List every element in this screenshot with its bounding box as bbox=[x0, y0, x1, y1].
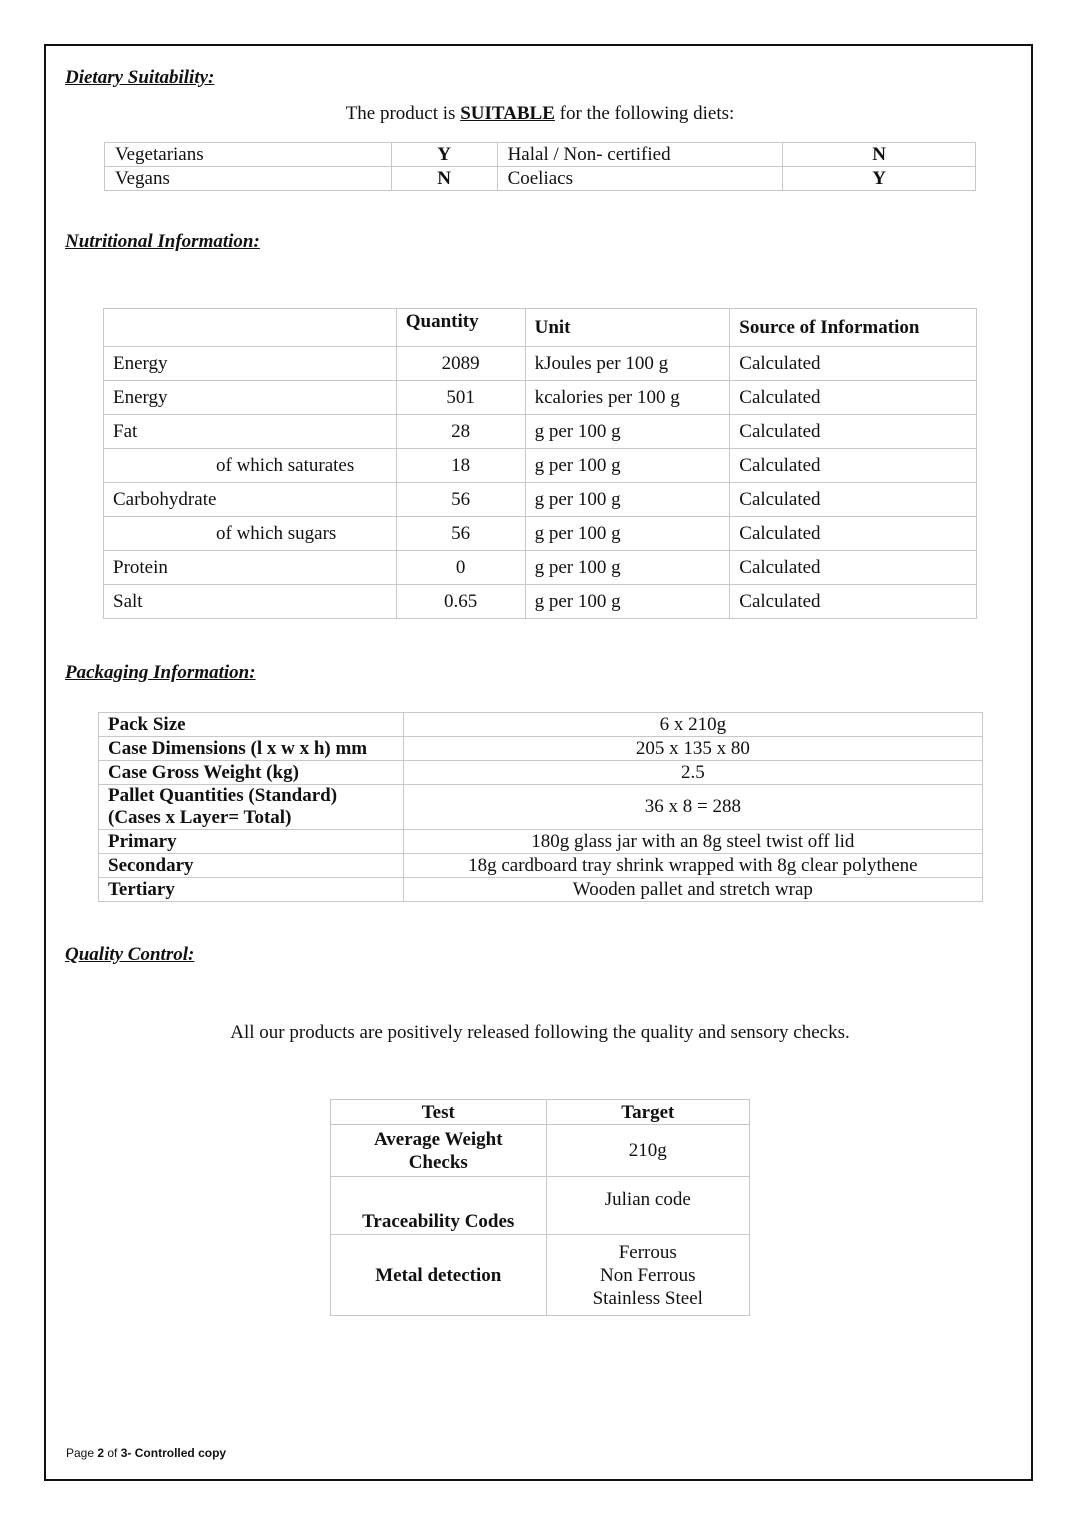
header-quantity: Quantity bbox=[396, 309, 525, 347]
header-target: Target bbox=[546, 1100, 749, 1125]
header-unit: Unit bbox=[525, 309, 730, 347]
table-row bbox=[331, 1177, 750, 1235]
nutrient-source: Calculated bbox=[730, 415, 977, 449]
table-row bbox=[99, 878, 983, 902]
nutrient-qty: 28 bbox=[396, 415, 525, 449]
nutrient-qty: 56 bbox=[396, 517, 525, 551]
nutrient-name: Energy bbox=[104, 347, 397, 381]
test-target: Julian code bbox=[546, 1177, 749, 1235]
table-row bbox=[99, 737, 983, 761]
nutrient-name: Protein bbox=[104, 551, 397, 585]
nutrient-qty: 2089 bbox=[396, 347, 525, 381]
packaging-value: Wooden pallet and stretch wrap bbox=[403, 878, 982, 902]
diet-label: Coeliacs bbox=[497, 167, 783, 191]
dietary-table bbox=[104, 142, 976, 191]
nutrient-unit: g per 100 g bbox=[525, 449, 730, 483]
header-source: Source of Information bbox=[730, 309, 977, 347]
packaging-label: Primary bbox=[99, 830, 404, 854]
table-row bbox=[331, 1125, 750, 1177]
packaging-value: 18g cardboard tray shrink wrapped with 8g clear polythene bbox=[403, 854, 982, 878]
quality-heading: Quality Control: bbox=[65, 944, 195, 965]
nutrient-name: of which saturates bbox=[104, 449, 397, 483]
packaging-value: 180g glass jar with an 8g steel twist off lid bbox=[403, 830, 982, 854]
diet-label: Vegetarians bbox=[105, 143, 392, 167]
packaging-label: Pack Size bbox=[99, 713, 404, 737]
dietary-heading: Dietary Suitability: bbox=[65, 67, 215, 88]
nutrient-unit: g per 100 g bbox=[525, 415, 730, 449]
diet-value: Y bbox=[783, 167, 976, 191]
packaging-table bbox=[98, 712, 983, 902]
suitable-word: SUITABLE bbox=[460, 103, 555, 124]
packaging-value: 205 x 135 x 80 bbox=[403, 737, 982, 761]
nutrient-qty: 0 bbox=[396, 551, 525, 585]
table-row bbox=[105, 167, 976, 191]
nutrient-unit: g per 100 g bbox=[525, 483, 730, 517]
table-row bbox=[104, 483, 977, 517]
table-row bbox=[99, 854, 983, 878]
nutrient-unit: kcalories per 100 g bbox=[525, 381, 730, 415]
packaging-value: 2.5 bbox=[403, 761, 982, 785]
test-target: 210g bbox=[546, 1125, 749, 1177]
dietary-intro: The product is SUITABLE for the following diets: bbox=[345, 103, 735, 124]
table-row bbox=[104, 585, 977, 619]
table-row bbox=[331, 1235, 750, 1316]
nutrient-unit: g per 100 g bbox=[525, 585, 730, 619]
packaging-value: 6 x 210g bbox=[403, 713, 982, 737]
nutrient-name: of which sugars bbox=[104, 517, 397, 551]
nutrient-source: Calculated bbox=[730, 449, 977, 483]
nutrition-table bbox=[103, 308, 977, 619]
nutrient-qty: 56 bbox=[396, 483, 525, 517]
table-header-row bbox=[104, 309, 977, 347]
nutrient-name: Carbohydrate bbox=[104, 483, 397, 517]
nutrient-unit: g per 100 g bbox=[525, 517, 730, 551]
table-row bbox=[104, 381, 977, 415]
packaging-label: Case Gross Weight (kg) bbox=[99, 761, 404, 785]
test-target: Ferrous Non Ferrous Stainless Steel bbox=[546, 1235, 749, 1316]
table-row bbox=[99, 713, 983, 737]
nutrient-unit: kJoules per 100 g bbox=[525, 347, 730, 381]
nutrient-source: Calculated bbox=[730, 381, 977, 415]
diet-value: Y bbox=[391, 143, 497, 167]
nutrient-name: Salt bbox=[104, 585, 397, 619]
quality-intro: All our products are positively released following the quality and sensory checks. bbox=[230, 1022, 850, 1043]
nutrient-source: Calculated bbox=[730, 585, 977, 619]
test-name: Metal detection bbox=[331, 1235, 547, 1316]
nutrient-name: Fat bbox=[104, 415, 397, 449]
table-row bbox=[99, 785, 983, 830]
packaging-heading: Packaging Information: bbox=[65, 662, 256, 683]
nutrition-heading: Nutritional Information: bbox=[65, 231, 260, 252]
nutrient-qty: 18 bbox=[396, 449, 525, 483]
diet-label: Vegans bbox=[105, 167, 392, 191]
table-row bbox=[99, 761, 983, 785]
nutrient-unit: g per 100 g bbox=[525, 551, 730, 585]
diet-value: N bbox=[783, 143, 976, 167]
diet-value: N bbox=[391, 167, 497, 191]
nutrient-source: Calculated bbox=[730, 347, 977, 381]
packaging-label: Secondary bbox=[99, 854, 404, 878]
table-row bbox=[104, 551, 977, 585]
nutrient-name: Energy bbox=[104, 381, 397, 415]
table-header-row bbox=[331, 1100, 750, 1125]
page-footer: Page 2 of 3- Controlled copy bbox=[66, 1446, 227, 1460]
table-row bbox=[104, 449, 977, 483]
table-row bbox=[104, 415, 977, 449]
quality-table bbox=[330, 1099, 750, 1316]
header-test: Test bbox=[331, 1100, 547, 1125]
nutrient-source: Calculated bbox=[730, 483, 977, 517]
table-row bbox=[105, 143, 976, 167]
test-name: Traceability Codes bbox=[331, 1177, 547, 1235]
header-blank bbox=[104, 309, 397, 347]
packaging-label: Pallet Quantities (Standard) (Cases x Layer= Total) bbox=[99, 785, 404, 830]
table-row bbox=[99, 830, 983, 854]
diet-label: Halal / Non- certified bbox=[497, 143, 783, 167]
nutrient-qty: 501 bbox=[396, 381, 525, 415]
test-name: Average Weight Checks bbox=[331, 1125, 547, 1177]
nutrient-qty: 0.65 bbox=[396, 585, 525, 619]
nutrient-source: Calculated bbox=[730, 551, 977, 585]
packaging-label: Case Dimensions (l x w x h) mm bbox=[99, 737, 404, 761]
packaging-label: Tertiary bbox=[99, 878, 404, 902]
nutrient-source: Calculated bbox=[730, 517, 977, 551]
table-row bbox=[104, 517, 977, 551]
table-row bbox=[104, 347, 977, 381]
packaging-value: 36 x 8 = 288 bbox=[403, 785, 982, 830]
